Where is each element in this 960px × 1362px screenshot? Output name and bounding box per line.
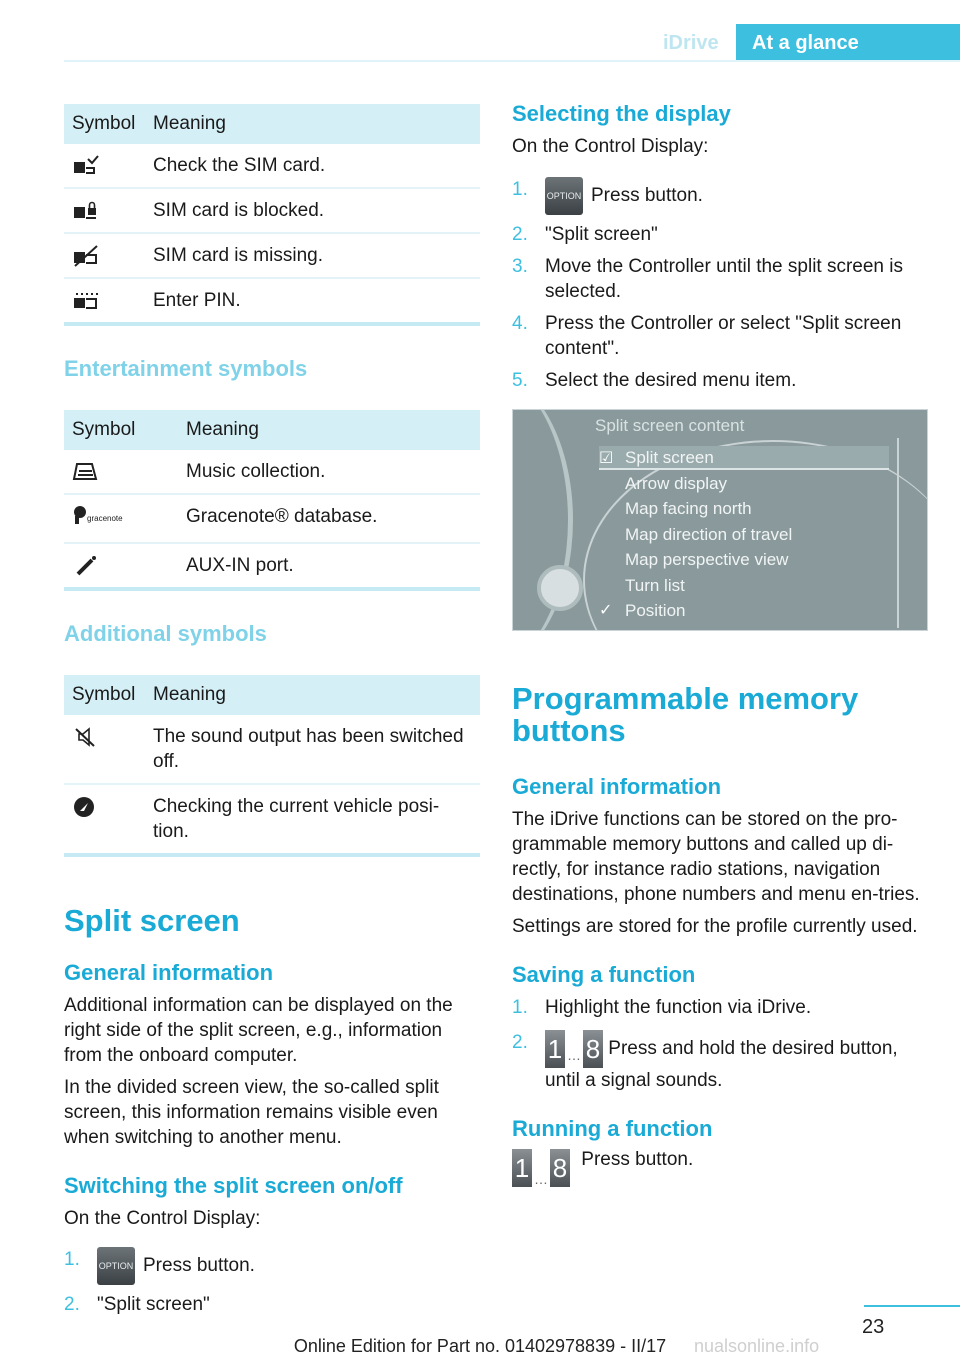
list-item: 2. "Split screen" (512, 224, 658, 245)
phone-symbols-table (64, 104, 480, 326)
memory-buttons-title: Programmable memory buttons (512, 681, 859, 748)
running-function-heading: Running a function (512, 1116, 713, 1141)
header-chapter: At a glance (736, 24, 960, 62)
memory-key-8-icon: 8 (550, 1149, 570, 1187)
screen-title: Split screen content (595, 416, 745, 435)
memory-key-1-icon: 1 (545, 1030, 565, 1068)
svg-text:gracenote: gracenote (87, 514, 123, 523)
table-row (64, 278, 480, 324)
option-button-icon: OPTION (97, 1247, 135, 1285)
list-item: 1. OPTION Press button. (512, 177, 928, 215)
list-item: 5. Select the desired menu item. (512, 370, 797, 391)
menu-item: Arrow display (625, 473, 728, 493)
paragraph: On the Control Display: (64, 1208, 261, 1229)
checkbox-icon: ☑ (599, 450, 614, 467)
table-row (64, 715, 480, 784)
right-column (512, 100, 928, 1187)
split-screen-content-screenshot (512, 409, 928, 631)
meaning-text: AUX-IN port. (178, 543, 480, 589)
sim-blocked-icon (72, 200, 100, 222)
table-row (64, 233, 480, 278)
menu-item: Map direction of travel (625, 524, 793, 544)
general-info-heading: General information (64, 960, 274, 985)
switch-steps-list (64, 1247, 480, 1317)
running-function-row: 1 … 8 Press button. (512, 1149, 928, 1187)
col-meaning: Meaning (145, 675, 480, 715)
sim-missing-icon (72, 245, 100, 267)
paragraph: Settings are stored for the profile currently used. (512, 916, 918, 937)
list-item: 1. OPTION Press button. (64, 1247, 480, 1285)
menu-item: Position (625, 601, 686, 620)
col-symbol: Symbol (64, 675, 145, 715)
memory-key-1-icon: 1 (512, 1149, 532, 1187)
additional-heading: Additional symbols (64, 621, 267, 646)
list-item: 2. "Split screen" (64, 1294, 210, 1315)
paragraph: In the divided screen view, the so-called split screen, this information remains visible even when switching to another menu. (64, 1077, 439, 1148)
vehicle-position-icon (72, 796, 100, 818)
table-row (64, 188, 480, 233)
running-function-text: Press button. (581, 1149, 694, 1170)
memory-key-8-icon: 8 (583, 1030, 603, 1068)
table-row (64, 494, 480, 543)
saving-function-heading: Saving a function (512, 962, 696, 987)
meaning-text: Check the SIM card. (145, 144, 480, 188)
col-symbol: Symbol (64, 410, 178, 450)
meaning-text: The sound output has been switched off. (145, 715, 480, 784)
selecting-display-heading: Selecting the display (512, 101, 731, 126)
header-rule (64, 60, 960, 62)
select-steps-list (512, 177, 928, 393)
menu-item: Map perspective view (625, 550, 789, 569)
option-button-icon: OPTION (545, 177, 583, 215)
list-item: 3. Move the Controller until the split screen is selected. (512, 256, 903, 302)
menu-item: Split screen (625, 448, 714, 467)
table-row (64, 450, 480, 494)
saving-steps-list (512, 995, 928, 1093)
table-row (64, 784, 480, 855)
col-meaning: Meaning (178, 410, 480, 450)
list-item: 2. 1 … 8 Press and hold the desired button, until a signal sounds. (512, 1032, 898, 1091)
menu-item: Map facing north (625, 499, 752, 518)
col-symbol: Symbol (64, 104, 145, 144)
checkmark-icon: ✓ (599, 602, 613, 619)
watermark: nualsonline.info (694, 1336, 820, 1356)
page-number: 23 (862, 1316, 885, 1338)
list-item: 4. Press the Controller or select "Split screen content". (512, 313, 902, 359)
sound-off-icon (72, 726, 100, 748)
meaning-text: Checking the current vehicle posi-tion. (145, 784, 480, 855)
footer-rule (864, 1305, 960, 1307)
entertainment-symbols-table (64, 410, 480, 591)
gracenote-logo-icon (72, 504, 136, 526)
table-row (64, 144, 480, 188)
memory-general-heading: General information (512, 774, 722, 799)
meaning-text: SIM card is blocked. (145, 188, 480, 233)
meaning-text: Enter PIN. (145, 278, 480, 324)
table-row (64, 543, 480, 589)
col-meaning: Meaning (145, 104, 480, 144)
edition-line: Online Edition for Part no. 01402978839 - II/17 (293, 1336, 667, 1356)
header-section: iDrive (663, 32, 719, 54)
paragraph: The iDrive functions can be stored on the pro-grammable memory buttons and called up di-rectly, for instance radio stations, navigation destinations, phone numbers and menu en-tries. (512, 809, 920, 905)
paragraph: On the Control Display: (512, 136, 709, 157)
meaning-text: Music collection. (178, 450, 480, 494)
menu-item: Turn list (625, 575, 685, 595)
entertainment-heading: Entertainment symbols (64, 356, 308, 381)
switch-split-screen-heading: Switching the split screen on/off (64, 1173, 403, 1198)
left-column (64, 104, 480, 1324)
music-collection-icon (72, 461, 100, 483)
sim-check-icon (72, 155, 100, 177)
list-item: 1. Highlight the function via iDrive. (512, 997, 812, 1018)
split-screen-title: Split screen (64, 903, 240, 938)
paragraph: Additional information can be displayed on the right side of the split screen, e.g., information from the onboard computer. (64, 995, 453, 1066)
aux-in-icon (72, 555, 100, 577)
enter-pin-icon (72, 290, 100, 312)
meaning-text: Gracenote® database. (178, 494, 480, 543)
meaning-text: SIM card is missing. (145, 233, 480, 278)
controller-knob-icon (537, 565, 583, 611)
additional-symbols-table (64, 675, 480, 857)
screen-menu (625, 446, 792, 625)
